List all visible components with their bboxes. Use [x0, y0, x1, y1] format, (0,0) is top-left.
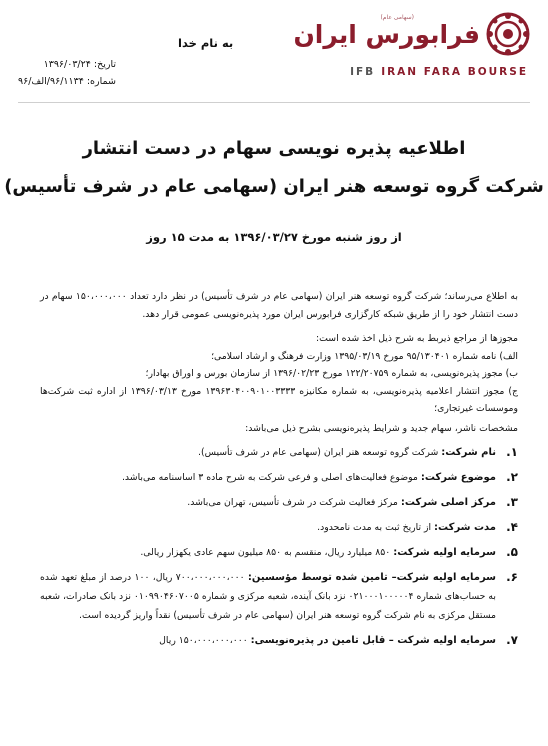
- logo-ifb-mark: IFB: [350, 66, 376, 78]
- logo-text-en-name: IRAN FARA BOURSE: [381, 66, 528, 78]
- item-text: مرکز فعالیت شرکت در شرف تأسیس، تهران می‌باشد.: [187, 497, 401, 508]
- permit-item: ج) مجوز انتشار اعلامیه پذیره‌نویسی، به شماره مکانیزه ۱۳۹۶۳۰۴۰۰۹۰۱۰۰۳۳۳۳ مورخ ۱۳۹۶/۰۳/۱۳ از اداره ثبت شرکت‌ها وموسسات غیرتجاری؛: [40, 385, 519, 414]
- ifb-emblem-icon: [486, 12, 530, 56]
- company-logo: [293, 8, 530, 90]
- item-number: ۳.: [506, 495, 518, 509]
- item-number: ۶.: [506, 570, 518, 584]
- item-label: سرمایه اولیه شرکت:: [393, 547, 496, 558]
- date-row: [18, 56, 116, 73]
- date-value: ۱۳۹۶/۰۳/۲۴: [43, 59, 91, 70]
- permit-item: الف) نامه شماره ۹۵/۱۳۰۴۰۱ مورخ ۱۳۹۵/۰۳/۱۹ وزارت فرهنگ و ارشاد اسلامی؛: [211, 350, 518, 362]
- list-item: [40, 493, 518, 512]
- intro-paragraph: به اطلاع می‌رساند؛ شرکت گروه توسعه هنر ایران (سهامی عام در شرف تأسیس) در نظر دارد تعداد ۱۵۰،۰۰۰،۰۰۰ سهام در دست انتشار خود را از طریق شبکه کارگزاری فرابورس ایران مورد پذیره‌نویسی عمومی قرار دهد.: [40, 291, 518, 320]
- header-divider: [18, 102, 530, 103]
- item-label: نام شرکت:: [441, 447, 496, 458]
- item-number: ۷.: [506, 633, 518, 647]
- specs-list: [40, 443, 518, 650]
- list-item: [40, 518, 518, 537]
- item-label: سرمایه اولیه شرکت – قابل تامین در پذیره‌نویسی:: [250, 635, 496, 646]
- item-text: از تاریخ ثبت به مدت نامحدود.: [317, 522, 435, 533]
- item-text: ۷۰۰،۰۰۰،۰۰۰،۰۰۰ ریال، ۱۰۰ درصد از مبلغ تعهد شده به حساب‌های شماره ۰۲۱۰۰۰۱۰۰۰۰۰۴ نزد بانک آینده، شعبه مرکزی و شماره ۰۱۰۹۹۰۴۶۰۷۰۰۵ نزد بانک صادرات، شعبه مستقل مرکزی به نام شرکت گروه توسعه هنر ایران (سهامی عام در شرف تأسیس) نقداً واریز گردیده است.: [40, 572, 496, 621]
- company-title: شرکت گروه توسعه هنر ایران (سهامی عام در شرف تأسیس): [4, 176, 544, 197]
- item-label: موضوع شرکت:: [420, 472, 496, 483]
- announcement-title: اطلاعیه پذیره نویسی سهام در دست انتشار: [82, 138, 466, 159]
- list-item: [40, 543, 518, 562]
- announcement-body: [40, 288, 518, 656]
- item-text: شرکت گروه توسعه هنر ایران (سهامی عام در شرف تأسیس).: [198, 447, 442, 458]
- list-item: [40, 468, 518, 487]
- item-number: ۲.: [506, 470, 518, 484]
- list-item: [40, 568, 518, 625]
- permits-heading: مجوزها از مراجع ذیربط به شرح ذیل اخذ شده است:: [316, 333, 518, 344]
- basmala: به نام خدا: [178, 36, 234, 50]
- number-label: شماره:: [86, 76, 116, 87]
- item-label: مدت شرکت:: [434, 522, 496, 533]
- list-item: [40, 631, 518, 650]
- item-label: مرکز اصلی شرکت:: [400, 497, 496, 508]
- item-text: ۸۵۰ میلیارد ریال، منقسم به ۸۵۰ میلیون سهم عادی یکهزار ریالی.: [140, 547, 394, 558]
- item-number: ۱.: [506, 445, 518, 459]
- item-text: ۱۵۰،۰۰۰،۰۰۰،۰۰۰ ریال: [159, 635, 251, 646]
- item-number: ۵.: [506, 545, 518, 559]
- letter-meta: [18, 56, 116, 90]
- logo-subtext: (سهامی عام): [380, 14, 414, 21]
- item-number: ۴.: [506, 520, 518, 534]
- logo-text-en: [350, 66, 528, 78]
- subscription-period: از روز شنبه مورخ ۱۳۹۶/۰۳/۲۷ به مدت ۱۵ روز: [146, 230, 402, 244]
- specs-heading: مشخصات ناشر، سهام جدید و شرایط پذیره‌نویسی بشرح ذیل می‌باشد:: [245, 422, 518, 434]
- number-row: [18, 73, 116, 90]
- list-item: [40, 443, 518, 462]
- item-text: موضوع فعالیت‌های اصلی و فرعی شرکت به شرح ماده ۳ اساسنامه می‌باشد.: [121, 472, 421, 483]
- permit-item: ب) مجوز پذیره‌نویسی، به شماره ۱۲۲/۲۰۷۵۹ مورخ ۱۳۹۶/۰۲/۲۳ از سازمان بورس و اوراق بهادار؛: [145, 368, 518, 379]
- date-label: تاریخ:: [93, 59, 116, 70]
- number-value: ۹۶/۱۱۳۴/الف/۹۶: [18, 76, 84, 87]
- item-label: سرمایه اولیه شرکت– تامین شده توسط مؤسسین:: [247, 572, 497, 583]
- logo-text-fa: فرابورس ایران: [293, 20, 480, 49]
